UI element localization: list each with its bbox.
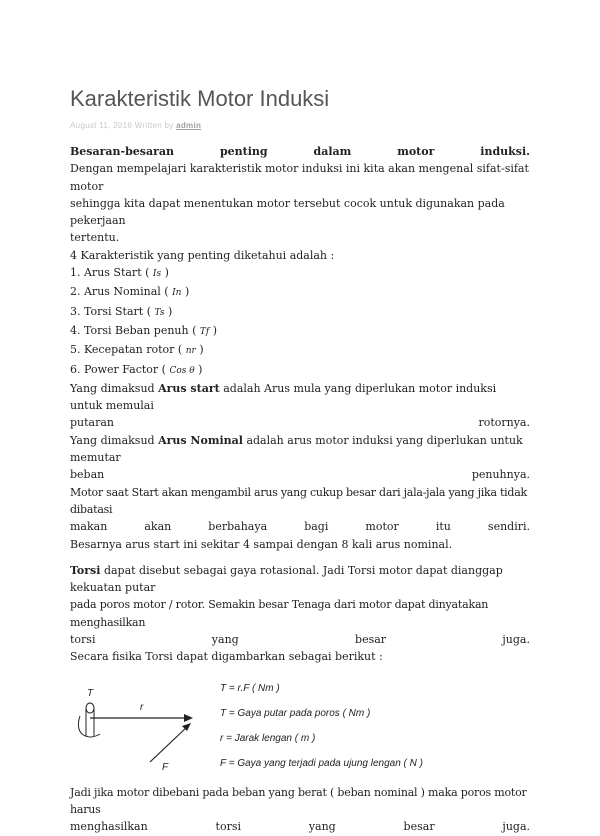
list-item: 4. Torsi Beban penuh ( Tf ) xyxy=(70,323,218,337)
closing-line-2: menghasilkan torsi yang besar juga. xyxy=(70,820,530,834)
intro-line-3: tertentu. xyxy=(70,231,120,245)
motor-start-line-1: Motor saat Start akan mengambil arus yang cukup besar dari jala-jala yang jika tidak dibatasi xyxy=(70,485,527,516)
label-f: F xyxy=(162,761,169,773)
intro-line-1: Dengan mempelajari karakteristik motor induksi ini kita akan mengenal sifat-sifat motor xyxy=(70,162,529,193)
list-item: 2. Arus Nominal ( In ) xyxy=(70,285,190,299)
torque-diagram xyxy=(70,674,210,774)
arus-start-line-2: putaran rotornya. xyxy=(70,416,530,430)
fisika-intro: Secara fisika Torsi dapat digambarkan sebagai berikut : xyxy=(70,650,383,664)
list-item: 6. Power Factor ( Cos θ ) xyxy=(70,362,203,376)
formula-list xyxy=(220,676,423,776)
label-r: r xyxy=(140,701,144,713)
intro-heading: Besaran-besaran penting dalam motor induksi. xyxy=(70,145,530,158)
author-link[interactable]: admin xyxy=(176,121,202,130)
lever-arrowhead xyxy=(184,714,193,722)
shaft-top xyxy=(86,703,94,713)
formula-item: T = Gaya putar pada poros ( Nm ) xyxy=(220,707,371,719)
intro-line-2: sehingga kita dapat menentukan motor tersebut cocok untuk digunakan pada pekerjaan xyxy=(70,196,505,228)
torque-figure xyxy=(70,670,530,773)
formula-item: r = Jarak lengan ( m ) xyxy=(220,732,316,744)
force-vector xyxy=(150,726,188,762)
list-item: 1. Arus Start ( Is ) xyxy=(70,266,169,280)
torsi-line-2: pada poros motor / rotor. Semakin besar Tenaga dari motor dapat dinyatakan menghasilkan xyxy=(70,598,489,629)
torsi-line-1: Torsi dapat disebut sebagai gaya rotasional. Jadi Torsi motor dapat dianggap kekuatan putar xyxy=(70,563,503,595)
label-t: T xyxy=(87,687,94,699)
formula-item: T = r.F ( Nm ) xyxy=(220,682,280,694)
post-date: August 11, 2016 Written by xyxy=(70,121,174,130)
arus-start-line-1: Yang dimaksud Arus start adalah Arus mula yang diperlukan motor induksi untuk memulai xyxy=(70,381,497,413)
rotation-arc xyxy=(78,716,100,737)
list-item: 5. Kecepatan rotor ( nr ) xyxy=(70,343,204,357)
post-content xyxy=(70,143,530,836)
arus-nominal-line-2: beban penuhnya. xyxy=(70,468,530,482)
motor-start-line-2: makan akan berbahaya bagi motor itu sendiri. xyxy=(70,520,530,534)
torsi-line-3: torsi yang besar juga. xyxy=(70,633,530,647)
post-meta xyxy=(70,121,201,130)
closing-line-1: Jadi jika motor dibebani pada beban yang berat ( beban nominal ) maka poros motor harus xyxy=(70,785,527,816)
list-item: 3. Torsi Start ( Ts ) xyxy=(70,304,173,318)
list-intro: 4 Karakteristik yang penting diketahui adalah : xyxy=(70,248,335,262)
post-title: Karakteristik Motor Induksi xyxy=(70,86,330,111)
arus-nominal-line-1: Yang dimaksud Arus Nominal adalah arus motor induksi yang diperlukan untuk memutar xyxy=(70,433,523,465)
motor-start-line-3: Besarnya arus start ini sekitar 4 sampai dengan 8 kali arus nominal. xyxy=(70,537,453,551)
formula-item: F = Gaya yang terjadi pada ujung lengan ( N ) xyxy=(220,757,423,769)
